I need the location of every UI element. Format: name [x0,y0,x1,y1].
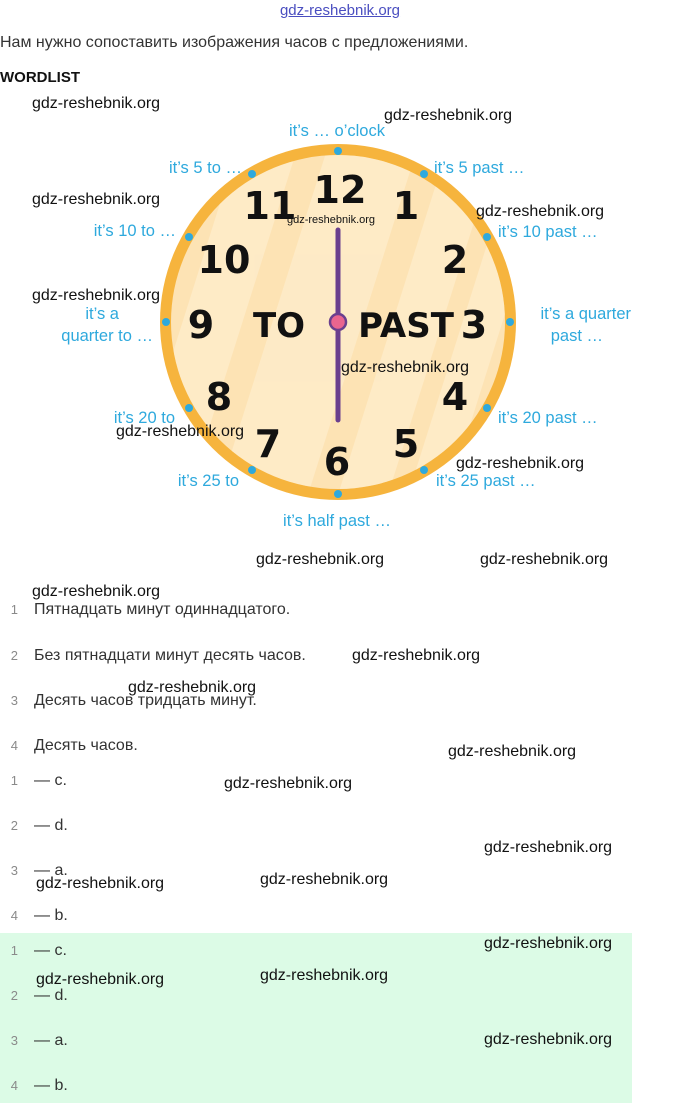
answer-item-1 [4,772,67,790]
answer-item-4 [4,907,68,925]
answer-text: — a. [34,1032,68,1049]
label-quarter-to-line2: quarter to … [61,327,153,345]
label-twentyfive-past: it’s 25 past … [436,472,536,490]
marker-dot [483,233,491,241]
sentence-text: Десять часов тридцать минут. [34,692,257,709]
label-quarter-past-line2: past … [550,327,603,345]
line-number: 3 [10,863,18,878]
line-number: 1 [10,943,18,958]
label-quarter-to-line1: it’s a [85,305,119,323]
watermark: gdz-reshebnik.org [32,287,161,304]
clock-number-8: 8 [205,375,233,419]
highlighted-answer-item-3 [4,1032,68,1050]
to-label: TO [252,306,306,346]
clock-number-2: 2 [441,238,469,282]
marker-dot [334,147,342,155]
watermark: gdz-reshebnik.org [128,679,257,696]
marker-dot [483,404,491,412]
watermark: gdz-reshebnik.org [384,107,513,124]
site-header-link[interactable]: gdz-reshebnik.org [279,2,401,19]
watermark: gdz-reshebnik.org [32,583,161,600]
line-number: 2 [10,648,18,663]
label-half-past: it’s half past … [283,512,391,530]
answer-text: — d. [34,817,68,834]
clock-number-12: 12 [313,168,367,212]
clock-number-1: 1 [392,184,420,228]
watermark: gdz-reshebnik.org [448,743,577,760]
line-number: 4 [10,738,18,753]
past-label: PAST [358,306,454,346]
answer-text: — a. [34,862,68,879]
line-number: 3 [10,693,18,708]
watermark: gdz-reshebnik.org [341,359,470,376]
line-number: 2 [10,988,18,1003]
highlighted-answer-item-1 [4,942,67,960]
watermark: gdz-reshebnik.org [36,875,165,892]
sentence-text: Десять часов. [34,737,138,754]
clock-number-7: 7 [254,422,282,466]
watermark: gdz-reshebnik.org [36,971,165,988]
watermark: gdz-reshebnik.org [256,551,385,568]
answer-text: — b. [34,907,68,924]
watermark: gdz-reshebnik.org [456,455,585,472]
watermark: gdz-reshebnik.org [484,935,613,952]
label-oclock: it’s … o’clock [289,122,385,140]
answers-highlight-block [0,933,632,1103]
label-ten-past: it’s 10 past … [498,223,598,241]
highlighted-answer-item-2 [4,987,68,1005]
watermark: gdz-reshebnik.org [484,1031,613,1048]
label-twentyfive-to: it’s 25 to [177,472,239,490]
intro-text: Нам нужно сопоставить изображения часов с предложениями. [0,34,469,51]
label-quarter-past-line1: it’s a quarter [540,305,631,323]
clock-number-6: 6 [323,440,351,484]
marker-dot [185,233,193,241]
marker-dot [420,466,428,474]
clock-number-9: 9 [187,303,215,347]
sentence-text: Пятнадцать минут одиннадцатого. [34,601,291,618]
line-number: 2 [10,818,18,833]
label-twenty-to: it’s 20 to [113,409,175,427]
highlighted-answer-item-4 [4,1077,68,1095]
watermark: gdz-reshebnik.org [260,967,389,984]
marker-dot [248,170,256,178]
answer-item-2 [4,817,68,835]
watermark: gdz-reshebnik.org [116,423,245,440]
answer-text: — c. [34,942,67,959]
sentence-item-1 [4,601,290,619]
marker-dot [185,404,193,412]
line-number: 1 [10,602,18,617]
label-twenty-past: it’s 20 past … [498,409,598,427]
wordlist-heading: WORDLIST [0,69,80,86]
clock-number-11: 11 [243,184,297,228]
label-ten-to: it’s 10 to … [93,222,176,240]
line-number: 4 [10,908,18,923]
answer-text: — c. [34,772,67,789]
watermark: gdz-reshebnik.org [32,191,161,208]
watermark: gdz-reshebnik.org [260,871,389,888]
line-number: 4 [10,1078,18,1093]
watermark: gdz-reshebnik.org [352,647,481,664]
sentence-item-2 [4,647,306,665]
center-dot [330,314,346,330]
watermark: gdz-reshebnik.org [484,839,613,856]
answer-text: — d. [34,987,68,1004]
clock-number-4: 4 [441,375,469,419]
watermark: gdz-reshebnik.org [32,95,161,112]
sentence-item-4 [4,737,138,755]
marker-dot [334,490,342,498]
marker-dot [162,318,170,326]
marker-dot [420,170,428,178]
watermark: gdz-reshebnik.org [476,203,605,220]
clock-number-3: 3 [460,303,488,347]
clock-number-10: 10 [197,238,251,282]
watermark: gdz-reshebnik.org [480,551,609,568]
marker-dot [506,318,514,326]
label-five-past: it’s 5 past … [434,159,525,177]
clock-inner-watermark: gdz-reshebnik.org [286,214,376,226]
line-number: 1 [10,773,18,788]
sentence-text: Без пятнадцати минут десять часов. [34,647,306,664]
clock-number-5: 5 [392,422,420,466]
marker-dot [248,466,256,474]
label-five-to: it’s 5 to … [168,159,242,177]
answer-text: — b. [34,1077,68,1094]
watermark: gdz-reshebnik.org [224,775,353,792]
line-number: 3 [10,1033,18,1048]
